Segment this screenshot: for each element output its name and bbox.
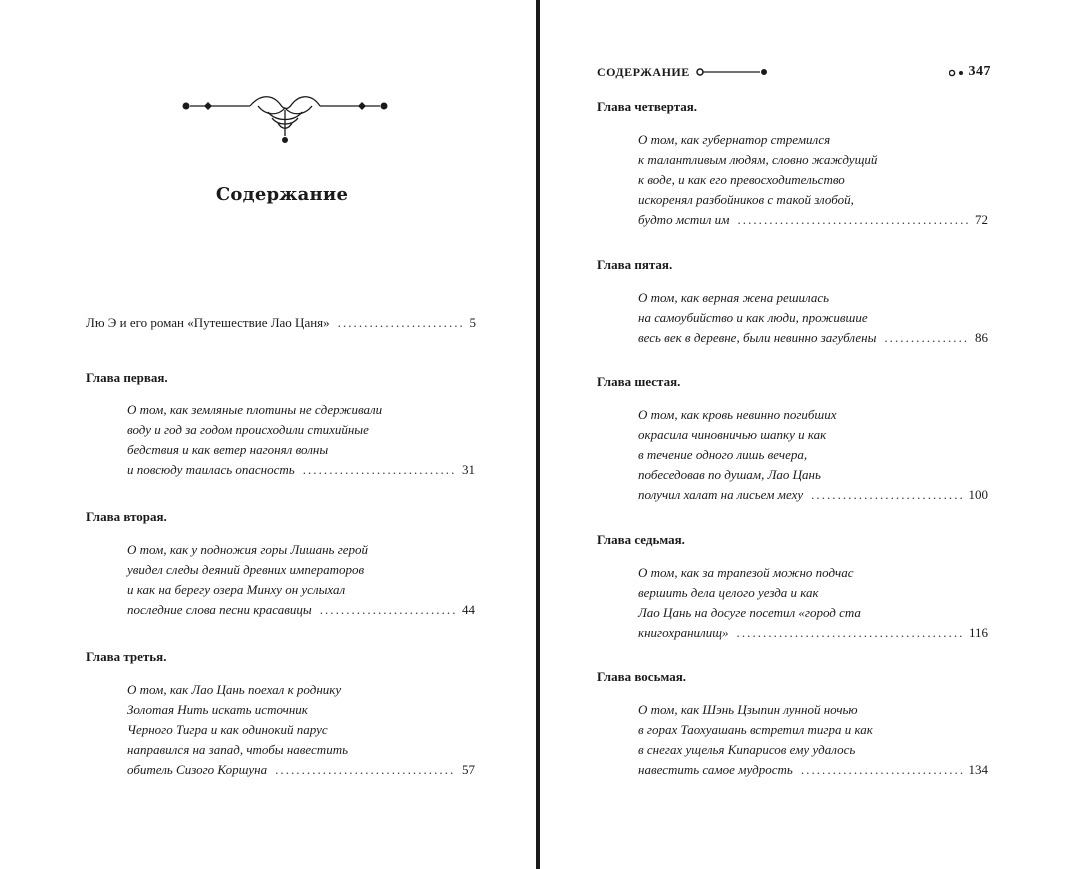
chapter-heading: Глава седьмая. xyxy=(597,532,685,547)
chapter-heading: Глава вторая. xyxy=(86,509,167,524)
chapter-heading: Глава первая. xyxy=(86,370,168,385)
leader-dots xyxy=(737,210,969,230)
entry-line: последние слова песни красавицы xyxy=(127,602,312,617)
entry-line: увидел следы деяний древних императоров xyxy=(127,562,365,577)
entry-line: в течение одного лишь вечера, xyxy=(638,447,808,462)
entry-line: будто мстил им xyxy=(638,212,730,227)
toc-entry[interactable] xyxy=(127,400,475,480)
page-number: 57 xyxy=(462,762,475,777)
entry-last-line xyxy=(638,328,988,348)
entry-line: обитель Сизого Коршуна xyxy=(127,762,268,777)
entry-line: Черного Тигра и как одинокий парус xyxy=(127,722,328,737)
entry-line: искоренял разбойников с такой злобой, xyxy=(638,192,854,207)
entry-last-line xyxy=(127,600,475,620)
entry-line: О том, как Лао Цань поехал к роднику xyxy=(127,682,342,697)
entry-last-line xyxy=(638,210,988,230)
leader-dots xyxy=(884,328,969,348)
entry-line: О том, как за трапезой можно подчас xyxy=(638,565,854,580)
intro-title: Лю Э и его роман «Путешествие Лао Цаня» xyxy=(86,315,330,330)
leader-dots xyxy=(737,623,963,643)
entry-line: О том, как кровь невинно погибших xyxy=(638,407,837,422)
entry-line: и как на берегу озера Минху он услыхал xyxy=(127,582,346,597)
running-head-title: СОДЕРЖАНИЕ xyxy=(597,64,690,79)
entry-line: О том, как земляные плотины не сдерживали xyxy=(127,402,383,417)
toc-entry[interactable] xyxy=(638,563,988,643)
entry-line: книгохранилищ» xyxy=(638,625,729,640)
entry-line: О том, как у подножия горы Лишань герой xyxy=(127,542,369,557)
entry-line: направился на запад, чтобы навестить xyxy=(127,742,348,757)
entry-line: окрасила чиновничью шапку и как xyxy=(638,427,827,442)
page-number: 5 xyxy=(469,315,476,330)
entry-last-line xyxy=(638,760,988,780)
page-number: 116 xyxy=(968,625,988,640)
book-gutter xyxy=(536,0,540,869)
entry-line: О том, как верная жена решилась xyxy=(638,290,830,305)
entry-line: вершить дела целого уезда и как xyxy=(638,585,819,600)
toc-entry[interactable] xyxy=(127,680,475,780)
leader-dots xyxy=(811,485,962,505)
entry-line: и повсюду таилась опасность xyxy=(127,462,295,477)
entry-line: в снегах ущелья Кипарисов ему удалось xyxy=(638,742,856,757)
page-number: 44 xyxy=(462,602,475,617)
entry-line: к талантливым людям, словно жаждущий xyxy=(638,152,878,167)
chapter-heading: Глава третья. xyxy=(86,649,167,664)
leader-dots xyxy=(320,600,456,620)
entry-line: в горах Таохуашань встретил тигра и как xyxy=(638,722,873,737)
leader-dots xyxy=(338,315,464,331)
entry-line: Лао Цань на досуге посетил «город ста xyxy=(638,605,861,620)
toc-entry[interactable] xyxy=(127,540,475,620)
leader-dots xyxy=(303,460,456,480)
entry-last-line xyxy=(127,460,475,480)
scroll-rule-icon xyxy=(696,67,770,77)
leader-dots xyxy=(801,760,963,780)
page-folio: 347 xyxy=(968,64,991,79)
entry-line: О том, как губернатор стремился xyxy=(638,132,831,147)
entry-line: О том, как Шэнь Цзыпин лунной ночью xyxy=(638,702,858,717)
entry-line: на самоубийство и как люди, прожившие xyxy=(638,310,868,325)
entry-last-line xyxy=(127,760,475,780)
toc-entry[interactable] xyxy=(638,700,988,780)
entry-line: весь век в деревне, были невинно загублены xyxy=(638,330,877,345)
page-number: 100 xyxy=(968,487,988,502)
folio-dots-icon xyxy=(949,67,969,77)
toc-entry[interactable] xyxy=(638,130,988,230)
page-number: 31 xyxy=(462,462,475,477)
chapter-heading: Глава четвертая. xyxy=(597,99,698,114)
entry-line: Золотая Нить искать источник xyxy=(127,702,308,717)
running-head xyxy=(597,63,991,81)
entry-line: к воде, и как его превосходительство xyxy=(638,172,845,187)
page-number: 86 xyxy=(975,330,988,345)
toc-entry[interactable] xyxy=(638,405,988,505)
toc-title: Содержание xyxy=(215,184,349,205)
leader-dots xyxy=(275,760,456,780)
page-number: 72 xyxy=(975,212,988,227)
entry-line: получил халат на лисьем меху xyxy=(638,487,804,502)
entry-line: воду и год за годом происходили стихийные xyxy=(127,422,369,437)
entry-last-line xyxy=(638,623,988,643)
chapter-heading: Глава шестая. xyxy=(597,374,681,389)
entry-line: бедствия и как ветер нагонял волны xyxy=(127,442,329,457)
flourish-ornament-icon xyxy=(180,90,390,148)
toc-entry[interactable] xyxy=(638,288,988,348)
entry-line: побеседовав по душам, Лао Цань xyxy=(638,467,821,482)
chapter-heading: Глава восьмая. xyxy=(597,669,686,684)
entry-line: навестить самое мудрость xyxy=(638,762,793,777)
chapter-heading: Глава пятая. xyxy=(597,257,673,272)
page-number: 134 xyxy=(968,762,988,777)
entry-last-line xyxy=(638,485,988,505)
toc-intro-entry[interactable] xyxy=(86,315,476,331)
